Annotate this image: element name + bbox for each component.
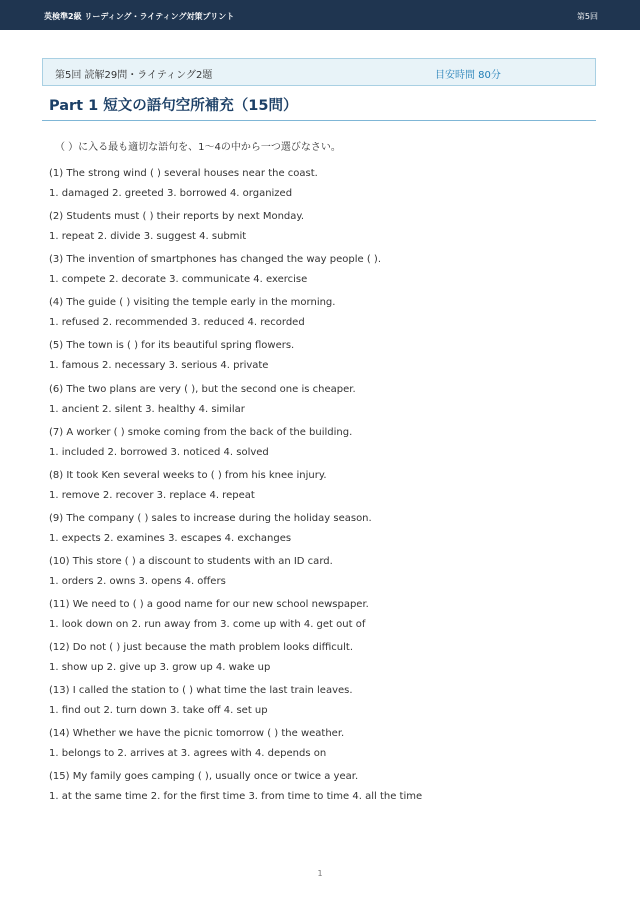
section-summary: 第5回 読解29問・ライティング2題 [55, 70, 213, 81]
question-sentence: (4) The guide ( ) visiting the temple early in the morning. [49, 297, 336, 309]
question-choices: 1. included 2. borrowed 3. noticed 4. solved [49, 446, 269, 458]
question-sentence: (9) The company ( ) sales to increase during the holiday season. [49, 512, 372, 524]
info-box [42, 58, 596, 86]
question-choices: 1. repeat 2. divide 3. suggest 4. submit [49, 231, 247, 243]
question-sentence: (7) A worker ( ) smoke coming from the back of the building. [49, 426, 353, 438]
question-choices: 1. expects 2. examines 3. escapes 4. exchanges [49, 532, 292, 544]
instruction-text: （ ）に入る最も適切な語句を、1〜4の中から一つ選びなさい。 [55, 142, 341, 153]
question-sentence: (14) Whether we have the picnic tomorrow ( ) the weather. [49, 728, 345, 740]
question-choices: 1. compete 2. decorate 3. communicate 4. exercise [49, 274, 308, 286]
round-label: 第5回 [576, 12, 598, 21]
question-sentence: (1) The strong wind ( ) several houses near the coast. [49, 168, 318, 179]
header-bar [0, 0, 640, 30]
question-sentence: (3) The invention of smartphones has changed the way people ( ). [49, 254, 382, 266]
document-title: 英検準2級 リーディング・ライティング対策プリント [44, 12, 235, 21]
question-choices: 1. orders 2. owns 3. opens 4. offers [49, 575, 226, 587]
question-choices: 1. at the same time 2. for the first time 3. from time to time 4. all the time [49, 791, 423, 803]
question-sentence: (13) I called the station to ( ) what time the last train leaves. [49, 685, 353, 697]
question-choices: 1. belongs to 2. arrives at 3. agrees with 4. depends on [49, 748, 327, 760]
question-choices: 1. show up 2. give up 3. grow up 4. wake up [49, 662, 271, 674]
question-choices: 1. refused 2. recommended 3. reduced 4. recorded [49, 317, 305, 329]
question-sentence: (11) We need to ( ) a good name for our new school newspaper. [49, 599, 369, 610]
question-choices: 1. find out 2. turn down 3. take off 4. set up [49, 705, 268, 717]
question-sentence: (6) The two plans are very ( ), but the second one is cheaper. [49, 383, 356, 395]
question-sentence: (5) The town is ( ) for its beautiful spring flowers. [49, 340, 295, 352]
question-choices: 1. look down on 2. run away from 3. come up with 4. get out of [49, 619, 366, 630]
question-sentence: (12) Do not ( ) just because the math problem looks difficult. [49, 642, 354, 654]
question-sentence: (10) This store ( ) a discount to students with an ID card. [49, 555, 333, 567]
question-choices: 1. famous 2. necessary 3. serious 4. private [49, 360, 269, 372]
question-choices: 1. ancient 2. silent 3. healthy 4. similar [49, 403, 245, 415]
time-limit: 目安時間 80分 [435, 70, 501, 81]
part-title: Part 1 短文の語句空所補充（15問） [49, 98, 298, 114]
question-sentence: (8) It took Ken several weeks to ( ) from his knee injury. [49, 469, 327, 481]
page-number: 1 [317, 869, 323, 878]
question-sentence: (15) My family goes camping ( ), usually once or twice a year. [49, 771, 359, 783]
question-sentence: (2) Students must ( ) their reports by next Monday. [49, 211, 305, 223]
question-choices: 1. remove 2. recover 3. replace 4. repeat [49, 489, 255, 501]
part-divider [42, 120, 596, 121]
question-choices: 1. damaged 2. greeted 3. borrowed 4. organized [49, 188, 293, 199]
